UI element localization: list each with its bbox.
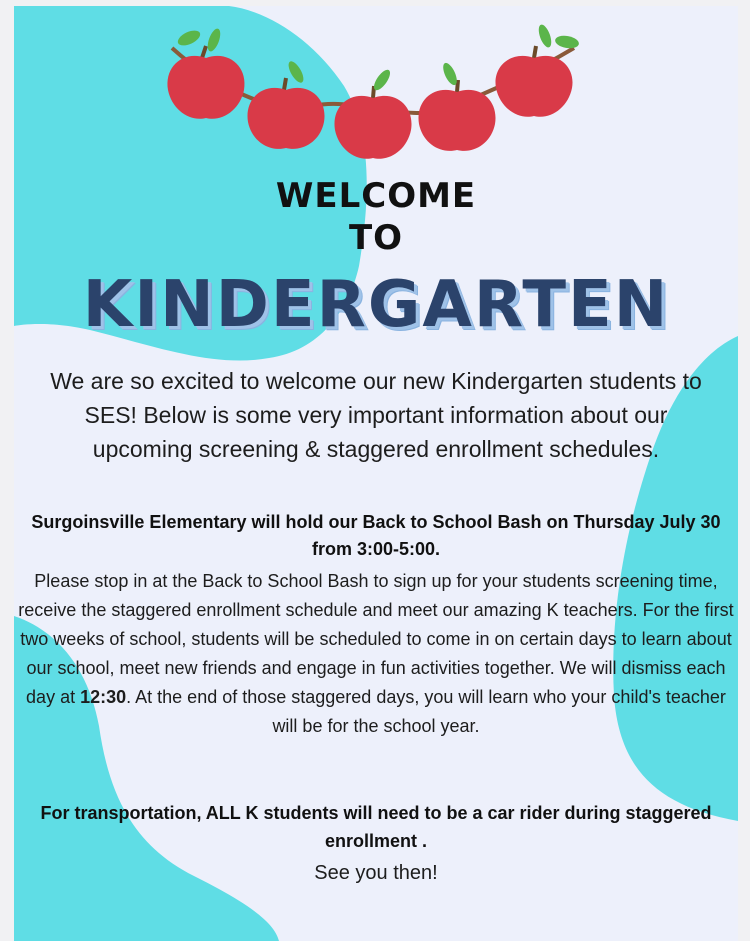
apple-garland xyxy=(14,6,738,176)
closing-line: See you then! xyxy=(314,862,438,884)
details-text-part2: . At the end of those staggered days, you will learn who your child's teacher will be for the school year. xyxy=(126,687,726,736)
transportation-notice: For transportation, ALL K students will need to be a car rider during staggered enrollment . xyxy=(40,803,712,851)
apple-icon xyxy=(334,67,411,158)
page-title: KINDERGARTEN xyxy=(82,268,670,342)
event-announcement: Surgoinsville Elementary will hold our Back to School Bash on Thursday July 30 from 3:00-5:00. xyxy=(31,512,721,559)
dismissal-time: 12:30 xyxy=(80,687,127,707)
welcome-heading: WELCOME xyxy=(275,176,477,216)
apple-icon xyxy=(418,61,495,151)
details-text-part1: Please stop in at the Back to School Bash to sign up for your students screening time, receive the staggered enrollment schedule and meet our amazing K teachers. For the first two weeks of school, students will be scheduled to come in on certain days to learn about our school, meet new friends and engage in fun activities together. We will dismiss each day at xyxy=(18,571,734,707)
details-paragraph xyxy=(14,567,738,741)
intro-paragraph: We are so excited to welcome our new Kindergarten students to SES! Below is some very important information about our upcoming screening & staggered enrollment schedules. xyxy=(50,368,702,462)
flyer xyxy=(14,6,738,941)
to-heading: TO xyxy=(348,218,404,258)
apple-icon xyxy=(167,27,244,119)
apple-icon xyxy=(495,23,579,117)
apple-icon xyxy=(247,59,324,149)
